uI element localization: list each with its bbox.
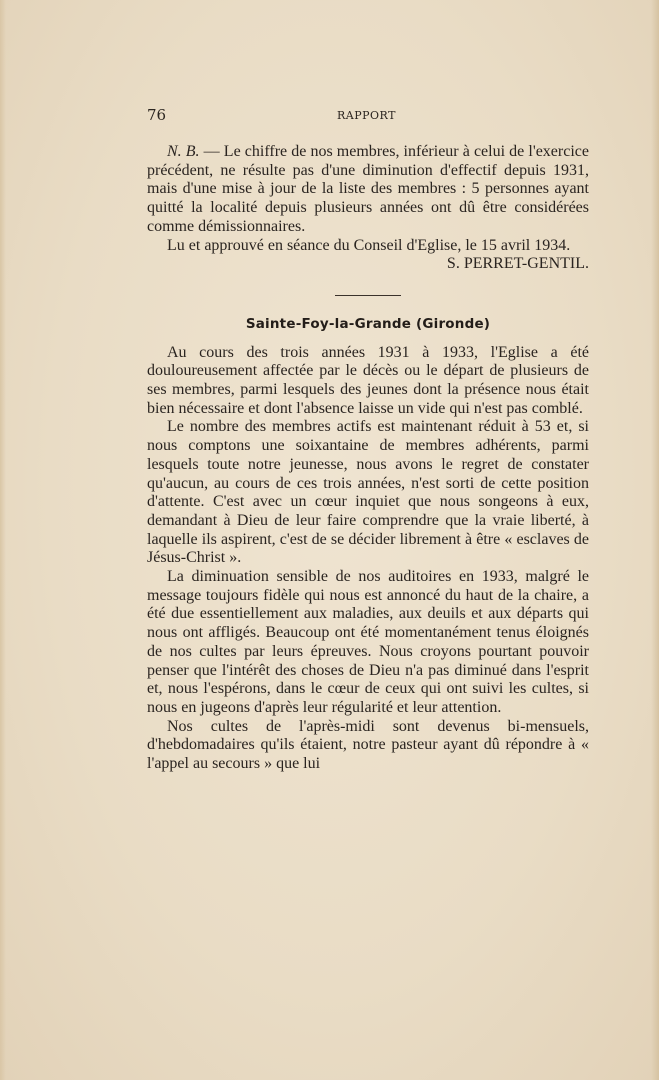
body-text xyxy=(147,143,589,774)
section-divider xyxy=(335,295,401,296)
section-paragraph-3: La diminuation sensible de nos auditoires en 1933, malgré le message toujours fidèle qui nous est annoncé du haut de la chaire, a été due essentiellement aux maladies, aux deuils et aux départs qui nous ont affligés. Beaucoup ont été momentanément tenus éloignés de nos cultes par leurs épreuves. Nous croyons pourtant pouvoir penser que l'intérêt des choses de Dieu n'a pas diminué dans l'esprit et, nous l'espérons, dans le cœur de ceux qui ont suivi les cultes, si nous en jugeons d'après leur régularité et leur attention. xyxy=(147,568,589,716)
section-paragraph-2: Le nombre des membres actifs est maintenant réduit à 53 et, si nous comptons une soixantaine de membres adhérents, parmi lesquels toute notre jeunesse, nous avons le regret de constater qu'aucun, au cours de ces trois années, n'est sorti de cette position d'attente. C'est avec un cœur inquiet que nous songeons à eux, demandant à Dieu de leur faire comprendre que la vraie liberté, à laquelle ils aspirent, c'est de se décider librement à être « esclaves de Jésus-Christ ». xyxy=(147,418,589,567)
signature xyxy=(147,255,589,274)
page-edge-left xyxy=(0,0,6,1080)
nb-label: N. B. xyxy=(167,143,200,160)
page-header xyxy=(147,106,589,126)
nb-paragraph xyxy=(147,143,589,237)
section-title: Sainte-Foy-la-Grande (Gironde) xyxy=(245,315,491,332)
page-edge-right xyxy=(651,0,659,1080)
running-head: RAPPORT xyxy=(337,109,396,122)
signature-surname: ERRET-GENTIL. xyxy=(472,255,589,273)
section-paragraph-1: Au cours des trois années 1931 à 1933, l'Eglise a été douloureusement affectée par le décès ou le départ de plusieurs de ses membres, parmi lesquels des jeunes dont la présence nous était bien nécessaire et dont l'absence laisse un vide qui n'est pas comblé. xyxy=(147,343,589,417)
approval-paragraph: Lu et approuvé en séance du Conseil d'Eglise, le 15 avril 1934. xyxy=(167,236,571,254)
nb-text: — Le chiffre de nos membres, inférieur à celui de l'exercice précédent, ne résulte pas d'une diminution d'effectif depuis 1931, mais d'une mise à jour de la liste des membres : 5 personnes ayant quitté la localité depuis plusieurs années ont dû être considérées comme démissionnaires. xyxy=(147,143,589,235)
section-paragraph-4: Nos cultes de l'après-midi sont devenus bi-mensuels, d'hebdomadaires qu'ils étaient, notre pasteur ayant dû répondre à « l'appel au secours » que lui xyxy=(147,717,589,773)
signature-initial: S. P xyxy=(446,255,473,273)
page-number: 76 xyxy=(147,106,167,124)
